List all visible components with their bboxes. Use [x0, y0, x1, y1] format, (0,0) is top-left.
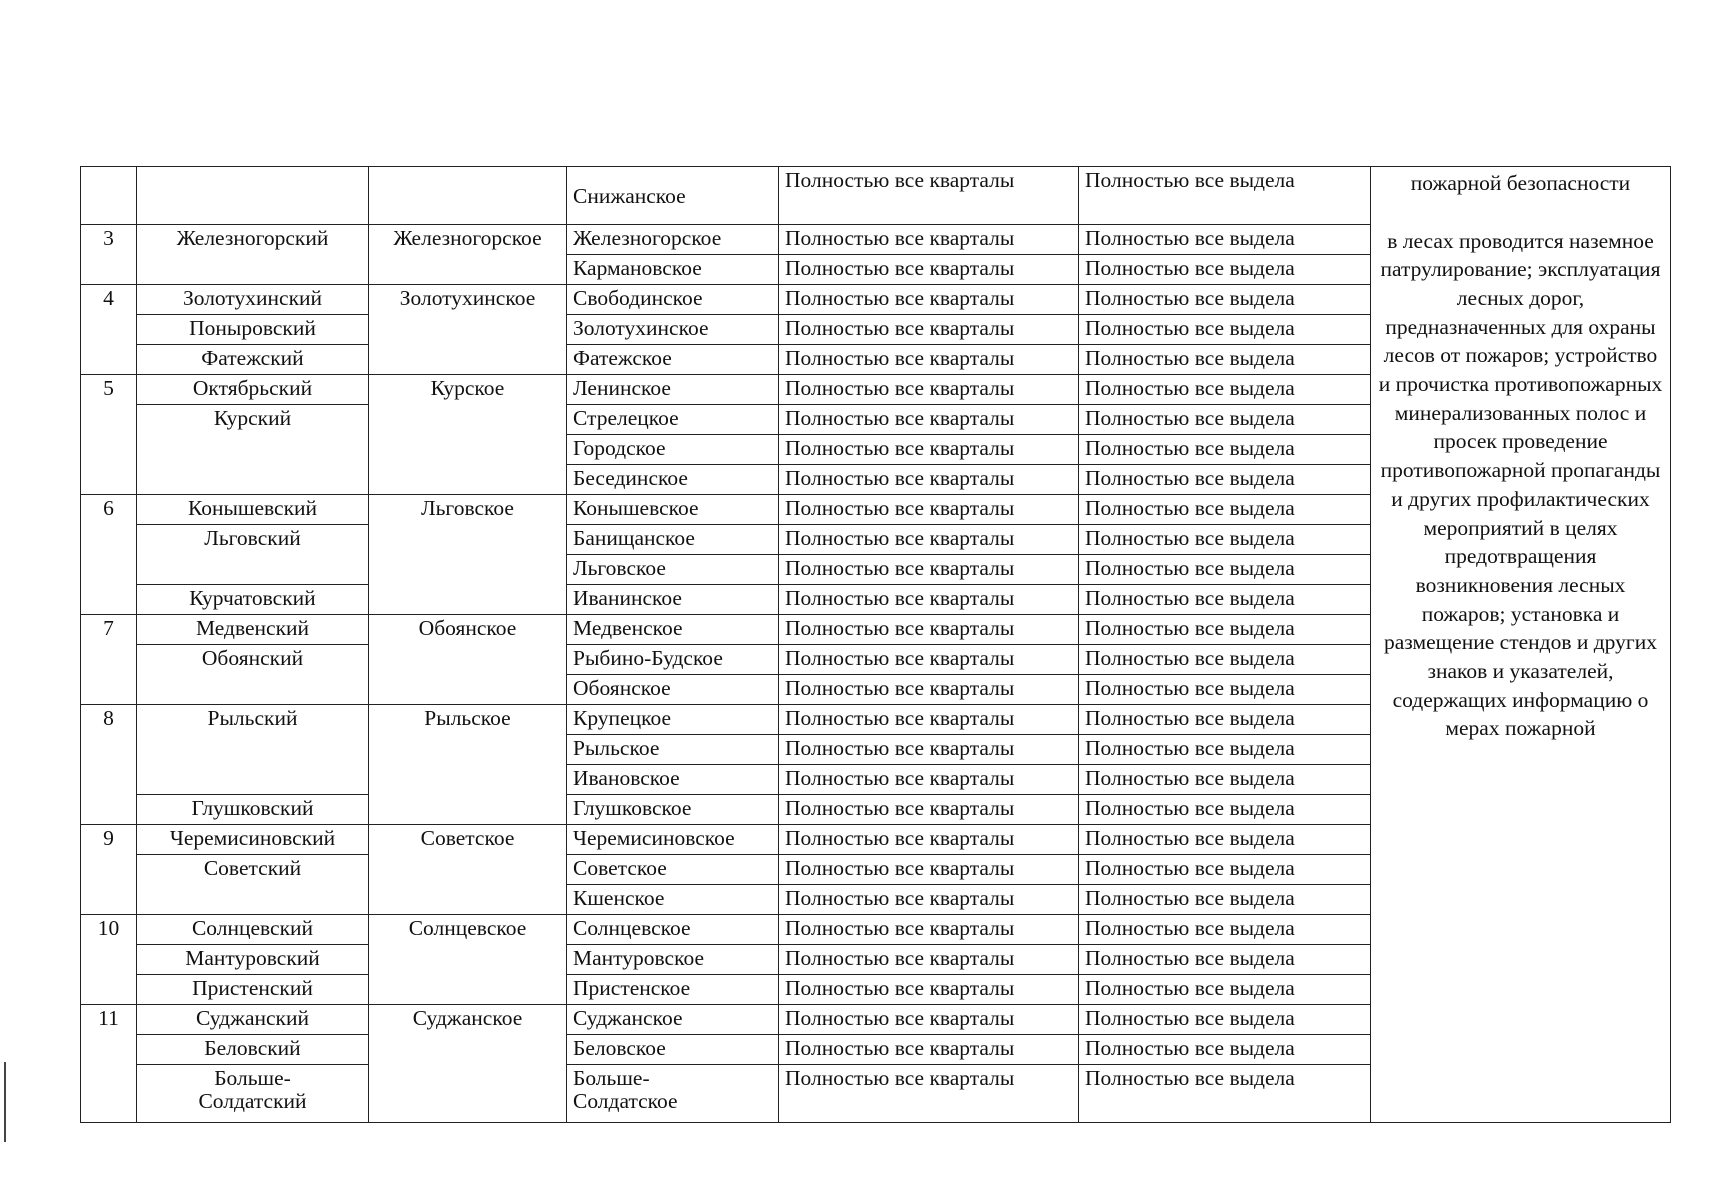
- cell-lesnichestvo: [369, 167, 567, 225]
- cell-district: Рыльский: [137, 705, 369, 735]
- cell-lesnichestvo: [369, 735, 567, 765]
- table-row: [81, 225, 1671, 255]
- cell-district: [137, 167, 369, 225]
- cell-lesnichestvo: Железногорское: [369, 225, 567, 255]
- cell-quarters: Полностью все кварталы: [779, 435, 1079, 465]
- cell-quarters: Полностью все кварталы: [779, 825, 1079, 855]
- cell-quarters: Полностью все кварталы: [779, 705, 1079, 735]
- cell-lesnichestvo: Суджанское: [369, 1005, 567, 1035]
- cell-quarters: Полностью все кварталы: [779, 645, 1079, 675]
- cell-num: [81, 315, 137, 345]
- cell-quarters: Полностью все кварталы: [779, 375, 1079, 405]
- cell-allotments: Полностью все выдела: [1079, 525, 1371, 555]
- cell-forestry: Медвенское: [567, 615, 779, 645]
- forest-fire-measures-table: [80, 166, 1671, 1123]
- cell-quarters: Полностью все кварталы: [779, 765, 1079, 795]
- cell-district: Поныровский: [137, 315, 369, 345]
- cell-lesnichestvo: Рыльское: [369, 705, 567, 735]
- cell-num: [81, 1035, 137, 1065]
- cell-quarters: Полностью все кварталы: [779, 167, 1079, 225]
- cell-lesnichestvo: [369, 945, 567, 975]
- cell-allotments: Полностью все выдела: [1079, 1035, 1371, 1065]
- cell-forestry: Беловское: [567, 1035, 779, 1065]
- scan-artifact-line: [4, 1062, 6, 1142]
- cell-lesnichestvo: Золотухинское: [369, 285, 567, 315]
- cell-forestry: Банищанское: [567, 525, 779, 555]
- cell-quarters: Полностью все кварталы: [779, 615, 1079, 645]
- cell-district: Советский: [137, 855, 369, 885]
- cell-measures: в лесах проводится наземное патрулирование; эксплуатация лесных дорог, предназначенных для охраны лесов от пожаров; устройство и прочистка противопожарных минерализованных полос и просек проведение противопожарной пропаганды и других профилактических мероприятий в целях предотвращения возникновения лесных пожаров; установка и размещение стендов и других знаков и указателей, содержащих информацию о мерах пожарной: [1371, 225, 1671, 1123]
- cell-allotments: Полностью все выдела: [1079, 465, 1371, 495]
- cell-forestry: Стрелецкое: [567, 405, 779, 435]
- cell-forestry: Черемисиновское: [567, 825, 779, 855]
- cell-forestry: Бесединское: [567, 465, 779, 495]
- cell-allotments: Полностью все выдела: [1079, 495, 1371, 525]
- cell-lesnichestvo: [369, 645, 567, 675]
- table-body: [81, 167, 1671, 1123]
- cell-quarters: Полностью все кварталы: [779, 735, 1079, 765]
- cell-lesnichestvo: Льговское: [369, 495, 567, 525]
- cell-allotments: Полностью все выдела: [1079, 375, 1371, 405]
- cell-quarters: Полностью все кварталы: [779, 675, 1079, 705]
- cell-lesnichestvo: [369, 315, 567, 345]
- cell-num: 7: [81, 615, 137, 645]
- cell-num: [81, 975, 137, 1005]
- cell-allotments: Полностью все выдела: [1079, 915, 1371, 945]
- cell-num: 8: [81, 705, 137, 735]
- cell-num: 5: [81, 375, 137, 405]
- cell-forestry: Рыбино-Будское: [567, 645, 779, 675]
- cell-allotments: Полностью все выдела: [1079, 225, 1371, 255]
- cell-lesnichestvo: [369, 435, 567, 465]
- cell-forestry: Пристенское: [567, 975, 779, 1005]
- cell-forestry: Мантуровское: [567, 945, 779, 975]
- cell-num: [81, 555, 137, 585]
- cell-forestry: Фатежское: [567, 345, 779, 375]
- cell-allotments: Полностью все выдела: [1079, 675, 1371, 705]
- cell-allotments: Полностью все выдела: [1079, 315, 1371, 345]
- cell-allotments: Полностью все выдела: [1079, 825, 1371, 855]
- cell-allotments: Полностью все выдела: [1079, 735, 1371, 765]
- cell-quarters: Полностью все кварталы: [779, 255, 1079, 285]
- cell-num: [81, 1065, 137, 1123]
- cell-num: [81, 795, 137, 825]
- cell-district: Солнцевский: [137, 915, 369, 945]
- cell-forestry: Солнцевское: [567, 915, 779, 945]
- cell-forestry: Кармановское: [567, 255, 779, 285]
- cell-lesnichestvo: [369, 855, 567, 885]
- cell-num: [81, 465, 137, 495]
- cell-forestry: Ивановское: [567, 765, 779, 795]
- cell-allotments: Полностью все выдела: [1079, 1005, 1371, 1035]
- cell-num: 6: [81, 495, 137, 525]
- cell-num: 9: [81, 825, 137, 855]
- cell-lesnichestvo: [369, 345, 567, 375]
- cell-allotments: Полностью все выдела: [1079, 645, 1371, 675]
- cell-forestry: Конышевское: [567, 495, 779, 525]
- cell-quarters: Полностью все кварталы: [779, 285, 1079, 315]
- cell-district: Глушковский: [137, 795, 369, 825]
- cell-forestry: Суджанское: [567, 1005, 779, 1035]
- cell-quarters: Полностью все кварталы: [779, 315, 1079, 345]
- cell-num: [81, 675, 137, 705]
- cell-forestry: Городское: [567, 435, 779, 465]
- cell-district: [137, 675, 369, 705]
- cell-allotments: Полностью все выдела: [1079, 705, 1371, 735]
- cell-num: [81, 645, 137, 675]
- cell-district: Суджанский: [137, 1005, 369, 1035]
- cell-district: Беловский: [137, 1035, 369, 1065]
- cell-quarters: Полностью все кварталы: [779, 885, 1079, 915]
- cell-lesnichestvo: [369, 1065, 567, 1123]
- cell-allotments: Полностью все выдела: [1079, 885, 1371, 915]
- cell-quarters: Полностью все кварталы: [779, 915, 1079, 945]
- cell-forestry: Железногорское: [567, 225, 779, 255]
- cell-district: Курский: [137, 405, 369, 435]
- cell-district: [137, 255, 369, 285]
- cell-lesnichestvo: [369, 525, 567, 555]
- cell-forestry: Снижанское: [567, 167, 779, 225]
- cell-forestry: Ленинское: [567, 375, 779, 405]
- cell-forestry: Больше-Солдатское: [567, 1065, 779, 1123]
- cell-district: Конышевский: [137, 495, 369, 525]
- cell-num: 11: [81, 1005, 137, 1035]
- cell-num: 3: [81, 225, 137, 255]
- cell-allotments: Полностью все выдела: [1079, 945, 1371, 975]
- cell-num: [81, 585, 137, 615]
- cell-quarters: Полностью все кварталы: [779, 855, 1079, 885]
- cell-district: Курчатовский: [137, 585, 369, 615]
- cell-forestry: Обоянское: [567, 675, 779, 705]
- cell-lesnichestvo: [369, 795, 567, 825]
- cell-quarters: Полностью все кварталы: [779, 525, 1079, 555]
- cell-lesnichestvo: Советское: [369, 825, 567, 855]
- cell-allotments: Полностью все выдела: [1079, 585, 1371, 615]
- cell-allotments: Полностью все выдела: [1079, 285, 1371, 315]
- cell-quarters: Полностью все кварталы: [779, 225, 1079, 255]
- cell-forestry: Глушковское: [567, 795, 779, 825]
- cell-lesnichestvo: [369, 975, 567, 1005]
- cell-forestry: Советское: [567, 855, 779, 885]
- cell-allotments: Полностью все выдела: [1079, 555, 1371, 585]
- cell-num: [81, 735, 137, 765]
- cell-district: Железногорский: [137, 225, 369, 255]
- cell-district: Медвенский: [137, 615, 369, 645]
- cell-lesnichestvo: Курское: [369, 375, 567, 405]
- cell-forestry: Золотухинское: [567, 315, 779, 345]
- cell-forestry: Рыльское: [567, 735, 779, 765]
- cell-num: [81, 945, 137, 975]
- cell-num: [81, 405, 137, 435]
- cell-measures-top: пожарной безопасности: [1371, 167, 1671, 225]
- cell-quarters: Полностью все кварталы: [779, 1035, 1079, 1065]
- cell-lesnichestvo: [369, 1035, 567, 1065]
- cell-lesnichestvo: [369, 585, 567, 615]
- cell-num: [81, 525, 137, 555]
- cell-lesnichestvo: [369, 465, 567, 495]
- cell-forestry: Кшенское: [567, 885, 779, 915]
- cell-district: Золотухинский: [137, 285, 369, 315]
- cell-quarters: Полностью все кварталы: [779, 975, 1079, 1005]
- cell-allotments: Полностью все выдела: [1079, 975, 1371, 1005]
- cell-district: [137, 465, 369, 495]
- cell-lesnichestvo: [369, 675, 567, 705]
- cell-quarters: Полностью все кварталы: [779, 1065, 1079, 1123]
- cell-lesnichestvo: [369, 405, 567, 435]
- cell-quarters: Полностью все кварталы: [779, 555, 1079, 585]
- cell-num: [81, 765, 137, 795]
- table-row-continuation: [81, 167, 1671, 225]
- cell-district: Пристенский: [137, 975, 369, 1005]
- cell-district: Мантуровский: [137, 945, 369, 975]
- cell-quarters: Полностью все кварталы: [779, 585, 1079, 615]
- cell-quarters: Полностью все кварталы: [779, 465, 1079, 495]
- cell-num: 4: [81, 285, 137, 315]
- cell-num: [81, 255, 137, 285]
- cell-district: Льговский: [137, 525, 369, 555]
- cell-district: [137, 735, 369, 765]
- cell-forestry: Крупецкое: [567, 705, 779, 735]
- cell-allotments: Полностью все выдела: [1079, 1065, 1371, 1123]
- cell-district: [137, 765, 369, 795]
- cell-allotments: Полностью все выдела: [1079, 765, 1371, 795]
- cell-num: [81, 435, 137, 465]
- cell-quarters: Полностью все кварталы: [779, 345, 1079, 375]
- cell-forestry: Иванинское: [567, 585, 779, 615]
- cell-quarters: Полностью все кварталы: [779, 795, 1079, 825]
- cell-district: [137, 435, 369, 465]
- cell-quarters: Полностью все кварталы: [779, 405, 1079, 435]
- cell-allotments: Полностью все выдела: [1079, 405, 1371, 435]
- cell-district: Черемисиновский: [137, 825, 369, 855]
- cell-allotments: Полностью все выдела: [1079, 345, 1371, 375]
- cell-district: Октябрьский: [137, 375, 369, 405]
- cell-quarters: Полностью все кварталы: [779, 1005, 1079, 1035]
- cell-allotments: Полностью все выдела: [1079, 855, 1371, 885]
- cell-lesnichestvo: [369, 255, 567, 285]
- cell-num: [81, 855, 137, 885]
- cell-district: Больше-Солдатский: [137, 1065, 369, 1123]
- cell-district: Фатежский: [137, 345, 369, 375]
- cell-num: [81, 167, 137, 225]
- cell-allotments: Полностью все выдела: [1079, 795, 1371, 825]
- cell-allotments: Полностью все выдела: [1079, 435, 1371, 465]
- cell-quarters: Полностью все кварталы: [779, 945, 1079, 975]
- cell-allotments: Полностью все выдела: [1079, 255, 1371, 285]
- cell-quarters: Полностью все кварталы: [779, 495, 1079, 525]
- cell-lesnichestvo: [369, 885, 567, 915]
- cell-num: [81, 345, 137, 375]
- cell-lesnichestvo: [369, 765, 567, 795]
- cell-district: [137, 885, 369, 915]
- cell-allotments: Полностью все выдела: [1079, 167, 1371, 225]
- cell-district: Обоянский: [137, 645, 369, 675]
- cell-lesnichestvo: [369, 555, 567, 585]
- cell-district: [137, 555, 369, 585]
- cell-lesnichestvo: Обоянское: [369, 615, 567, 645]
- cell-allotments: Полностью все выдела: [1079, 615, 1371, 645]
- cell-lesnichestvo: Солнцевское: [369, 915, 567, 945]
- cell-forestry: Льговское: [567, 555, 779, 585]
- cell-num: [81, 885, 137, 915]
- cell-forestry: Свободинское: [567, 285, 779, 315]
- cell-num: 10: [81, 915, 137, 945]
